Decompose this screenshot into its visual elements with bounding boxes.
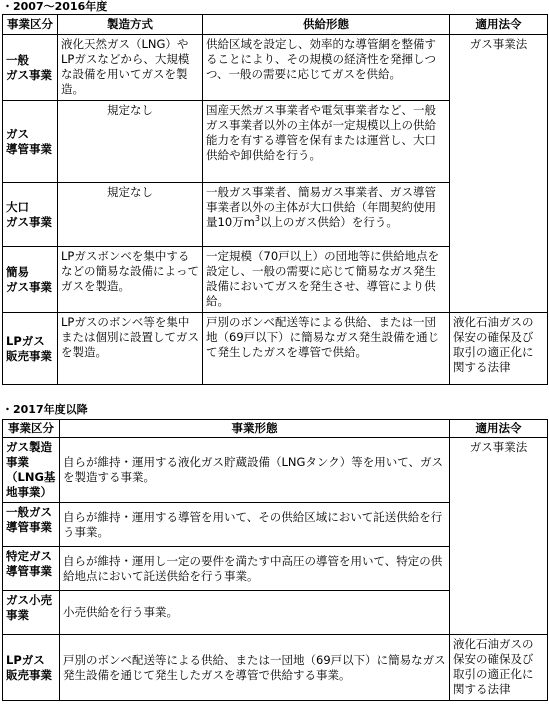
category-cell: 簡易 ガス事業 <box>3 247 58 313</box>
form-cell: 戸別のボンベ配送等による供給、または一団地（69戸以下）に簡易なガス発生設備を通じて発生したガスを導管で供給。 <box>203 313 450 385</box>
section-title-2017: ・2017年度以降 <box>2 403 88 416</box>
category-cell: 一般ガス導管事業 <box>3 503 60 547</box>
superscript-three: 3 <box>254 214 260 224</box>
category-cell: ガス 導管事業 <box>3 101 58 183</box>
table-header-row <box>3 420 548 438</box>
header-form: 供給形態 <box>203 15 450 35</box>
table-row <box>3 635 548 701</box>
method-cell: 規定なし <box>58 101 203 183</box>
table-row <box>3 438 548 503</box>
category-cell: LPガス販売事業 <box>3 635 60 701</box>
category-cell: ガス製造事業（LNG基地事業） <box>3 438 60 503</box>
law-cell-lp: 液化石油ガスの保安の確保及び取引の適正化に関する法律 <box>450 313 548 385</box>
table-header-row <box>3 15 548 35</box>
form-text-after: 以上のガス供給）を行う。 <box>259 215 398 229</box>
category-cell: ガス小売事業 <box>3 591 60 635</box>
form-cell: 供給区域を設定し、効率的な導管網を整備することにより、その規模の経済性を発揮しつつ、一般の需要に応じてガスを供給。 <box>203 35 450 101</box>
method-cell: 規定なし <box>58 183 203 247</box>
category-cell: 特定ガス導管事業 <box>3 547 60 591</box>
law-cell-gas: ガス事業法 <box>450 35 548 313</box>
table-2007-2016 <box>2 14 548 385</box>
category-cell: LPガス 販売事業 <box>3 313 58 385</box>
form-cell: 自らが維持・運用する導管を用いて、その供給区域において託送供給を行う事業。 <box>60 503 450 547</box>
method-cell: LPガスのボンベ等を集中または個別に設置してガスを製造。 <box>58 313 203 385</box>
header-category: 事業区分 <box>3 420 60 438</box>
category-cell: 大口 ガス事業 <box>3 183 58 247</box>
law-cell-lp: 液化石油ガスの保安の確保及び取引の適正化に関する法律 <box>450 635 548 701</box>
form-cell: 国産天然ガス事業者や電気事業者など、一般ガス事業者以外の主体が一定規模以上の供給能力を有する導管を保有または運営し、大口供給や卸供給を行う。 <box>203 101 450 183</box>
form-cell: 小売供給を行う事業。 <box>60 591 450 635</box>
table-2017-onward <box>2 419 548 701</box>
header-law: 適用法令 <box>450 15 548 35</box>
method-cell: 液化天然ガス（LNG）やLPガスなどから、大規模な設備を用いてガスを製造。 <box>58 35 203 101</box>
law-cell-gas: ガス事業法 <box>450 438 548 635</box>
form-cell: 自らが維持・運用する液化ガス貯蔵設備（LNGタンク）等を用いて、ガスを製造する事業。 <box>60 438 450 503</box>
header-category: 事業区分 <box>3 15 58 35</box>
form-text-before: 一般ガス事業者、簡易ガス事業者、ガス導管事業者以外の主体が大口供給（年間契約使用量10万m <box>206 185 436 229</box>
form-cell: 一定規模（70戸以上）の団地等に供給地点を設定し、一般の需要に応じて簡易なガス発生設備においてガスを発生させ、導管により供給。 <box>203 247 450 313</box>
category-cell: 一般 ガス事業 <box>3 35 58 101</box>
table-row <box>3 35 548 101</box>
header-method: 製造方式 <box>58 15 203 35</box>
form-cell <box>203 183 450 247</box>
form-cell: 自らが維持・運用し一定の要件を満たす中高圧の導管を用いて、特定の供給地点において託送供給を行う事業。 <box>60 547 450 591</box>
method-cell: LPガスボンベを集中するなどの簡易な設備によってガスを製造。 <box>58 247 203 313</box>
form-cell: 戸別のボンベ配送等による供給、または一団地（69戸以下）に簡易なガス発生設備を通じて発生したガスを導管で供給する事業。 <box>60 635 450 701</box>
section-title-2007: ・2007～2016年度 <box>2 0 108 13</box>
header-law: 適用法令 <box>450 420 548 438</box>
header-form: 事業形態 <box>60 420 450 438</box>
table-row <box>3 313 548 385</box>
